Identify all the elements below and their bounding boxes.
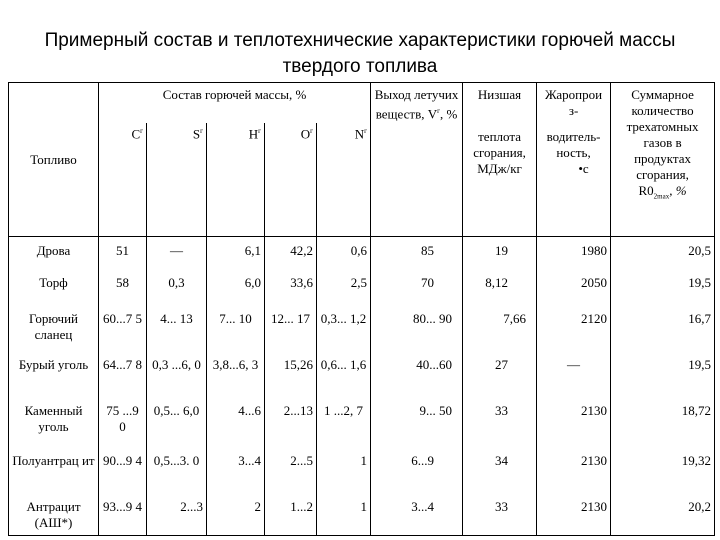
header-volatile [371, 83, 463, 237]
cell-fuel: Антрацит (АШ*) [9, 493, 99, 536]
cell-temp: — [537, 351, 611, 397]
cell-h: 7... 10 [207, 305, 265, 351]
header-gas-a: Суммарное количество [631, 87, 694, 118]
cell-o: 42,2 [265, 237, 317, 269]
header-s-text: S [192, 125, 201, 141]
header-o-sup: г [310, 126, 313, 135]
cell-o: 33,6 [265, 269, 317, 305]
cell-volatile: 6...9 [371, 447, 463, 493]
header-o [265, 123, 317, 237]
cell-heat: 33 [463, 493, 537, 536]
cell-c: 90...9 4 [99, 447, 147, 493]
cell-volatile: 9... 50 [371, 397, 463, 447]
header-h-text: H [248, 125, 259, 141]
header-fuel [9, 83, 99, 237]
cell-h: 6,1 [207, 237, 265, 269]
cell-o: 1...2 [265, 493, 317, 536]
table-row [9, 237, 715, 269]
cell-heat: 7,66 [463, 305, 537, 351]
header-s-sup: г [200, 126, 203, 135]
cell-c: 51 [99, 237, 147, 269]
header-n [317, 123, 371, 237]
header-temp-c: •с [578, 161, 589, 176]
cell-s: 4... 13 [147, 305, 207, 351]
cell-s: 2...3 [147, 493, 207, 536]
header-gas-b: трехатомных газов в продуктах сгорания, [626, 119, 699, 182]
header-o-text: O [300, 125, 311, 141]
cell-volatile: 70 [371, 269, 463, 305]
cell-temp: 2050 [537, 269, 611, 305]
header-gas-unit: , % [669, 183, 687, 198]
header-gas [611, 83, 715, 237]
cell-n: 0,6... 1,6 [317, 351, 371, 397]
cell-gas: 18,72 [611, 397, 715, 447]
cell-volatile: 80... 90 [371, 305, 463, 351]
cell-heat: 8,12 [463, 269, 537, 305]
header-temp-a: Жаропрои з- [545, 87, 603, 118]
cell-h: 3...4 [207, 447, 265, 493]
cell-s: 0,5...3. 0 [147, 447, 207, 493]
cell-c: 60...7 5 [99, 305, 147, 351]
header-c [99, 123, 147, 237]
cell-fuel: Горючий сланец [9, 305, 99, 351]
cell-gas: 20,2 [611, 493, 715, 536]
cell-volatile: 3...4 [371, 493, 463, 536]
cell-h: 4...6 [207, 397, 265, 447]
header-heat-a: Низшая [477, 87, 522, 102]
title-line-2: твердого топлива [282, 56, 438, 77]
cell-s: — [147, 237, 207, 269]
header-volatile-sup: г [437, 107, 441, 115]
table-row [9, 397, 715, 447]
cell-gas: 19,5 [611, 269, 715, 305]
header-heat [463, 83, 537, 237]
cell-h: 3,8...6, 3 [207, 351, 265, 397]
cell-o: 2...5 [265, 447, 317, 493]
header-volatile-unit: , % [440, 106, 458, 122]
cell-n: 1 [317, 493, 371, 536]
cell-fuel: Полуантрац ит [9, 447, 99, 493]
cell-gas: 19,32 [611, 447, 715, 493]
cell-s: 0,5... 6,0 [147, 397, 207, 447]
cell-o: 12... 17 [265, 305, 317, 351]
cell-heat: 33 [463, 397, 537, 447]
cell-fuel: Каменный уголь [9, 397, 99, 447]
header-gas-sub: 2max [653, 192, 670, 201]
cell-h: 2 [207, 493, 265, 536]
cell-c: 93...9 4 [99, 493, 147, 536]
page-title [0, 28, 720, 80]
cell-temp: 2120 [537, 305, 611, 351]
cell-gas: 19,5 [611, 351, 715, 397]
header-n-text: N [354, 125, 365, 141]
cell-n: 1 [317, 447, 371, 493]
table-row [9, 493, 715, 536]
cell-temp: 2130 [537, 447, 611, 493]
header-h [207, 123, 265, 237]
cell-heat: 34 [463, 447, 537, 493]
title-line-1: Примерный состав и теплотехнические характеристики горючей массы [44, 30, 676, 51]
cell-s: 0,3 ...6, 0 [147, 351, 207, 397]
table-row [9, 447, 715, 493]
cell-gas: 16,7 [611, 305, 715, 351]
cell-c: 64...7 8 [99, 351, 147, 397]
cell-gas: 20,5 [611, 237, 715, 269]
cell-c: 58 [99, 269, 147, 305]
cell-o: 2...13 [265, 397, 317, 447]
cell-n: 0,3... 1,2 [317, 305, 371, 351]
header-n-sup: г [364, 126, 368, 135]
cell-volatile: 40...60 [371, 351, 463, 397]
cell-fuel: Торф [9, 269, 99, 305]
cell-n: 1 ...2, 7 [317, 397, 371, 447]
cell-n: 2,5 [317, 269, 371, 305]
table-row [9, 305, 715, 351]
header-fuel-text: Топливо [30, 151, 77, 167]
header-heat-b: теплота сгорания, МДж/кг [473, 129, 526, 176]
cell-o: 15,26 [265, 351, 317, 397]
fuel-table [8, 82, 715, 536]
cell-s: 0,3 [147, 269, 207, 305]
cell-heat: 27 [463, 351, 537, 397]
cell-n: 0,6 [317, 237, 371, 269]
header-composition: Состав горючей массы, % [99, 83, 371, 123]
header-temp-b: водитель- ность, [546, 129, 601, 160]
header-c-sup: г [140, 126, 143, 135]
header-s [147, 123, 207, 237]
cell-c: 75 ...9 0 [99, 397, 147, 447]
header-gas-r0: R0 [638, 183, 654, 198]
header-volatile-text: Выход летучих веществ, V [374, 87, 459, 122]
cell-temp: 2130 [537, 397, 611, 447]
table-row [9, 269, 715, 305]
cell-fuel: Дрова [9, 237, 99, 269]
cell-temp: 2130 [537, 493, 611, 536]
cell-heat: 19 [463, 237, 537, 269]
header-c-text: C [131, 125, 141, 141]
cell-volatile: 85 [371, 237, 463, 269]
cell-h: 6,0 [207, 269, 265, 305]
header-h-sup: г [258, 126, 261, 135]
header-temp [537, 83, 611, 237]
cell-temp: 1980 [537, 237, 611, 269]
table-row [9, 351, 715, 397]
cell-fuel: Бурый уголь [9, 351, 99, 397]
